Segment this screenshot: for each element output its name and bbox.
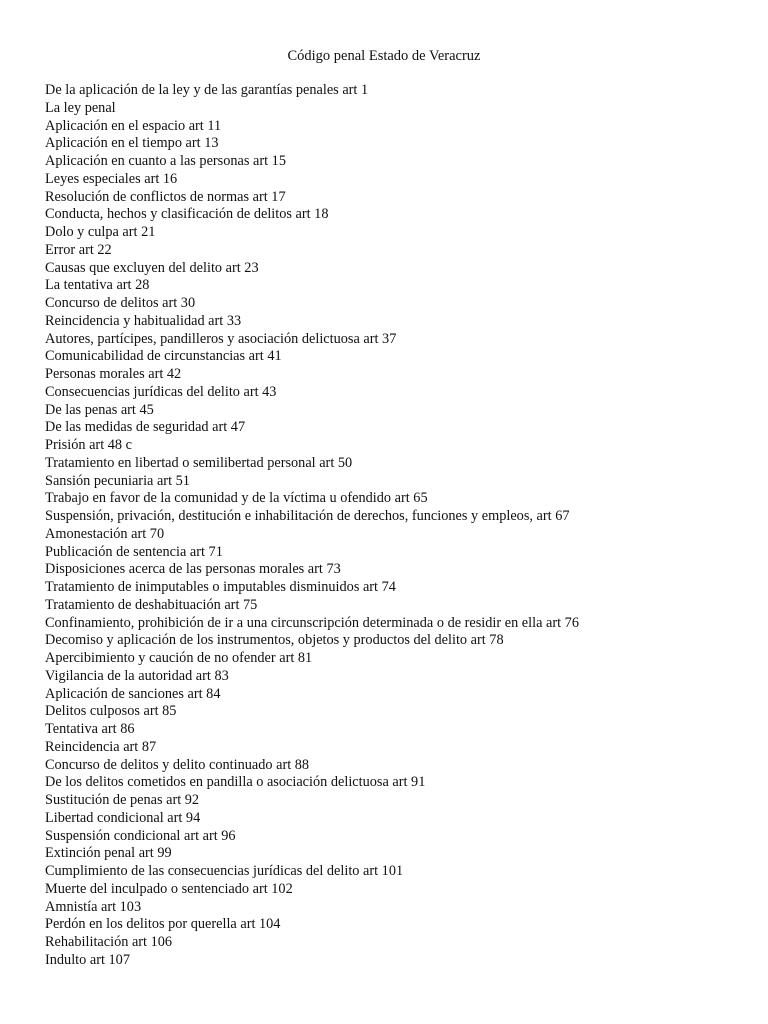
toc-entry: Suspensión condicional art art 96 (45, 827, 236, 844)
toc-entry: Perdón en los delitos por querella art 104 (45, 916, 281, 933)
toc-entry: Sustitución de penas art 92 (45, 792, 200, 808)
toc-entry: Publicación de sentencia art 71 (45, 543, 223, 560)
toc-entry: De los delitos cometidos en pandilla o asociación delictuosa art 91 (45, 774, 426, 791)
toc-entry: Comunicabilidad de circunstancias art 41 (45, 348, 282, 365)
toc-entry: Indulto art 107 (45, 951, 130, 968)
toc-entry: Suspensión, privación, destitución e inhabilitación de derechos, funciones y empleos, art 67 (45, 508, 570, 524)
toc-entry: Dolo y culpa art 21 (45, 224, 156, 240)
toc-entry: Reincidencia y habitualidad art 33 (45, 312, 242, 329)
toc-entry: Delitos culposos art 85 (45, 703, 177, 720)
toc-entry: Amnistía art 103 (45, 898, 142, 915)
toc-entry: De las penas art 45 (45, 401, 154, 418)
toc-entry: Tratamiento en libertad o semilibertad personal art 50 (45, 454, 353, 471)
toc-entry: Personas morales art 42 (45, 366, 182, 382)
toc-entry: Conducta, hechos y clasificación de delitos art 18 (45, 206, 329, 223)
toc-entry: De las medidas de seguridad art 47 (45, 419, 246, 436)
toc-entry: Libertad condicional art 94 (45, 809, 201, 826)
table-of-contents (45, 82, 745, 970)
toc-entry: De la aplicación de la ley y de las garantías penales art 1 (45, 82, 369, 98)
toc-entry: Tentativa art 86 (45, 721, 135, 737)
toc-entry: Trabajo en favor de la comunidad y de la víctima u ofendido art 65 (45, 490, 428, 507)
toc-entry: Tratamiento de deshabituación art 75 (45, 596, 258, 613)
toc-entry: Sansión pecuniaria art 51 (45, 472, 190, 489)
toc-entry: La ley penal (45, 99, 116, 116)
document-title: Código penal Estado de Veracruz (287, 48, 481, 64)
toc-entry: Aplicación de sanciones art 84 (45, 685, 221, 702)
toc-entry: Vigilancia de la autoridad art 83 (45, 667, 229, 684)
toc-entry: Aplicación en el tiempo art 13 (45, 135, 219, 152)
toc-entry: Cumplimiento de las consecuencias jurídicas del delito art 101 (45, 863, 404, 879)
toc-entry: Prisión art 48 c (45, 437, 132, 453)
toc-entry: Aplicación en el espacio art 11 (45, 117, 222, 134)
toc-entry: Concurso de delitos art 30 (45, 295, 196, 311)
toc-entry: Amonestación art 70 (45, 525, 165, 542)
toc-entry: Tratamiento de inimputables o imputables disminuidos art 74 (45, 579, 396, 595)
toc-entry: Concurso de delitos y delito continuado art 88 (45, 756, 310, 773)
toc-entry: Causas que excluyen del delito art 23 (45, 259, 259, 276)
toc-entry: Aplicación en cuanto a las personas art 15 (45, 153, 286, 169)
toc-entry: Resolución de conflictos de normas art 17 (45, 188, 286, 205)
toc-entry: Apercibimiento y caución de no ofender art 81 (45, 650, 313, 666)
toc-entry: Leyes especiales art 16 (45, 170, 178, 187)
toc-entry: Autores, partícipes, pandilleros y asociación delictuosa art 37 (45, 330, 397, 347)
toc-entry: Extinción penal art 99 (45, 845, 172, 862)
toc-entry: Decomiso y aplicación de los instrumentos, objetos y productos del delito art 78 (45, 632, 504, 649)
toc-entry: Confinamiento, prohibición de ir a una circunscripción determinada o de residir en ella art 76 (45, 614, 579, 631)
toc-entry: Disposiciones acerca de las personas morales art 73 (45, 561, 341, 578)
toc-entry: Consecuencias jurídicas del delito art 43 (45, 383, 277, 400)
toc-entry: Muerte del inculpado o sentenciado art 102 (45, 880, 293, 897)
toc-entry: Rehabilitación art 106 (45, 934, 173, 950)
toc-entry: Error art 22 (45, 241, 112, 258)
toc-entry: Reincidencia art 87 (45, 738, 157, 755)
toc-entry: La tentativa art 28 (45, 277, 150, 294)
